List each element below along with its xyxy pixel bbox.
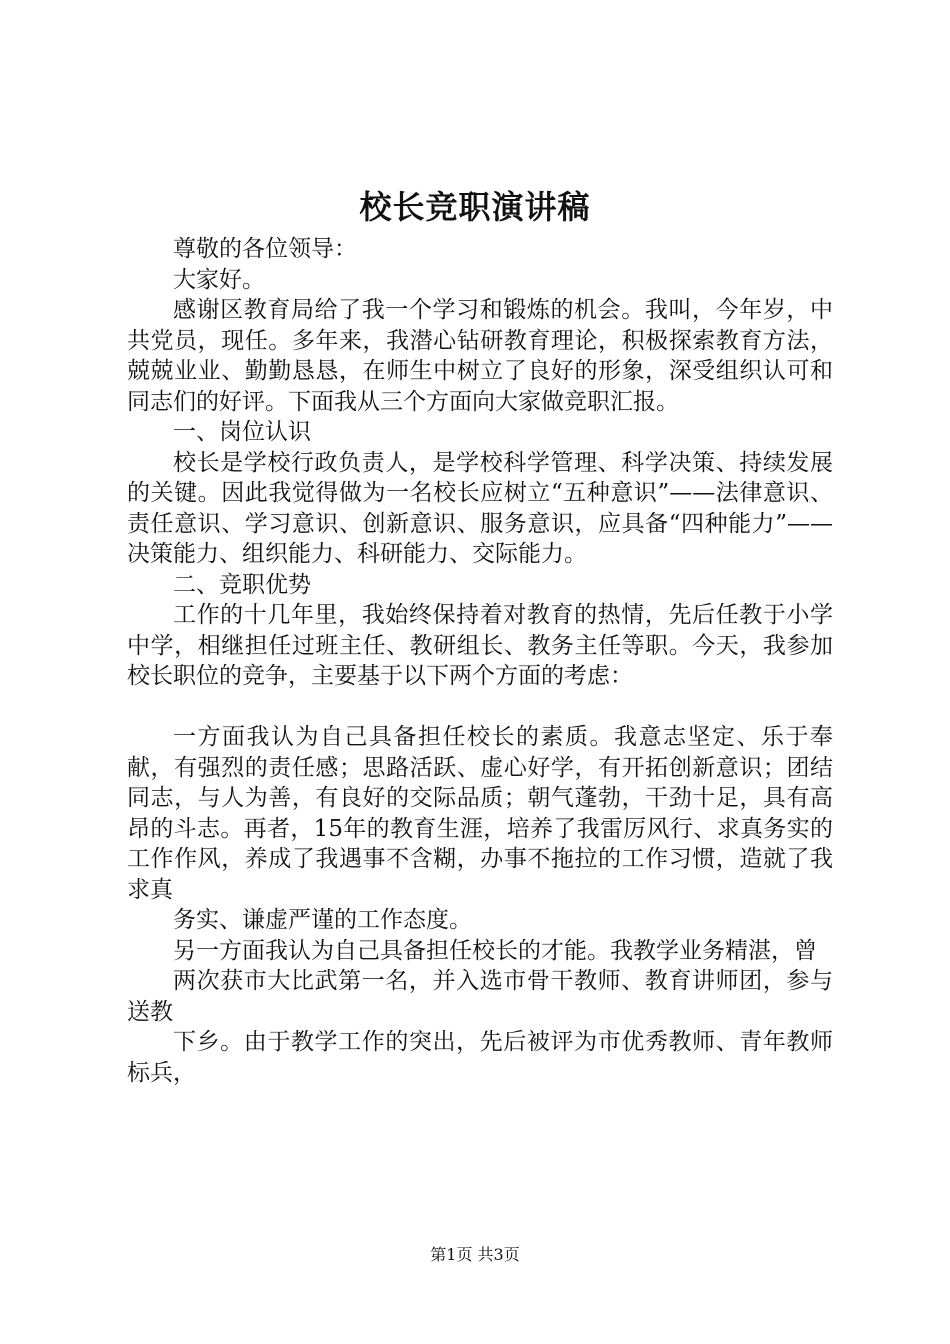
paragraph-ability-3: 下乡。由于教学工作的突出，先后被评为市优秀教师、青年教师标兵， [127, 1029, 833, 1086]
section-heading-1: 一、岗位认识 [173, 419, 311, 445]
paragraph-ability-1: 另一方面我认为自己具备担任校长的才能。我教学业务精湛，曾 [173, 937, 817, 964]
paragraph-quality-cont: 务实、谦虚严谨的工作态度。 [173, 907, 472, 933]
document-title: 校长竞职演讲稿 [359, 188, 591, 226]
paragraph-quality: 一方面我认为自己具备担任校长的素质。我意志坚定、乐于奉献，有强烈的责任感；思路活跃、虚心好学，有开拓创新意识；团结同志，与人为善，有良好的交际品质；朝气蓬勃，干劲十足，具有高昂的斗志。再者，15年的教育生涯，培养了我雷厉风行、求真务实的工作作风，养成了我遇事不含糊，办事不拖拉的工作习惯，造就了我求真 [127, 724, 833, 903]
paragraph-intro: 感谢区教育局给了我一个学习和锻炼的机会。我叫，今年岁，中共党员，现任。多年来，我潜心钻研教育理论，积极探索教育方法，兢兢业业、勤勤恳恳，在师生中树立了良好的形象，深受组织认可和同志们的好评。下面我从三个方面向大家做竞职汇报。 [127, 297, 833, 415]
document-body [127, 234, 833, 1088]
paragraph-role: 校长是学校行政负责人，是学校科学管理、科学决策、持续发展的关键。因此我觉得做为一名校长应树立“五种意识”——法律意识、责任意识、学习意识、创新意识、服务意识，应具备“四种能力”——决策能力、组织能力、科研能力、交际能力。 [127, 449, 833, 567]
section-heading-2: 二、竞职优势 [173, 571, 311, 598]
page-footer: 第1页 共3页 [430, 1245, 520, 1264]
paragraph-ability-2: 两次获市大比武第一名，并入选市骨干教师、教育讲师团，参与送教 [127, 968, 833, 1025]
salutation: 尊敬的各位领导： [173, 236, 357, 262]
blank-line [127, 692, 833, 723]
greeting: 大家好。 [173, 266, 265, 293]
paragraph-experience: 工作的十几年里，我始终保持着对教育的热情，先后任教于小学中学，相继担任过班主任、教研组长、教务主任等职。今天，我参加校长职位的竞争，主要基于以下两个方面的考虑： [127, 602, 833, 689]
